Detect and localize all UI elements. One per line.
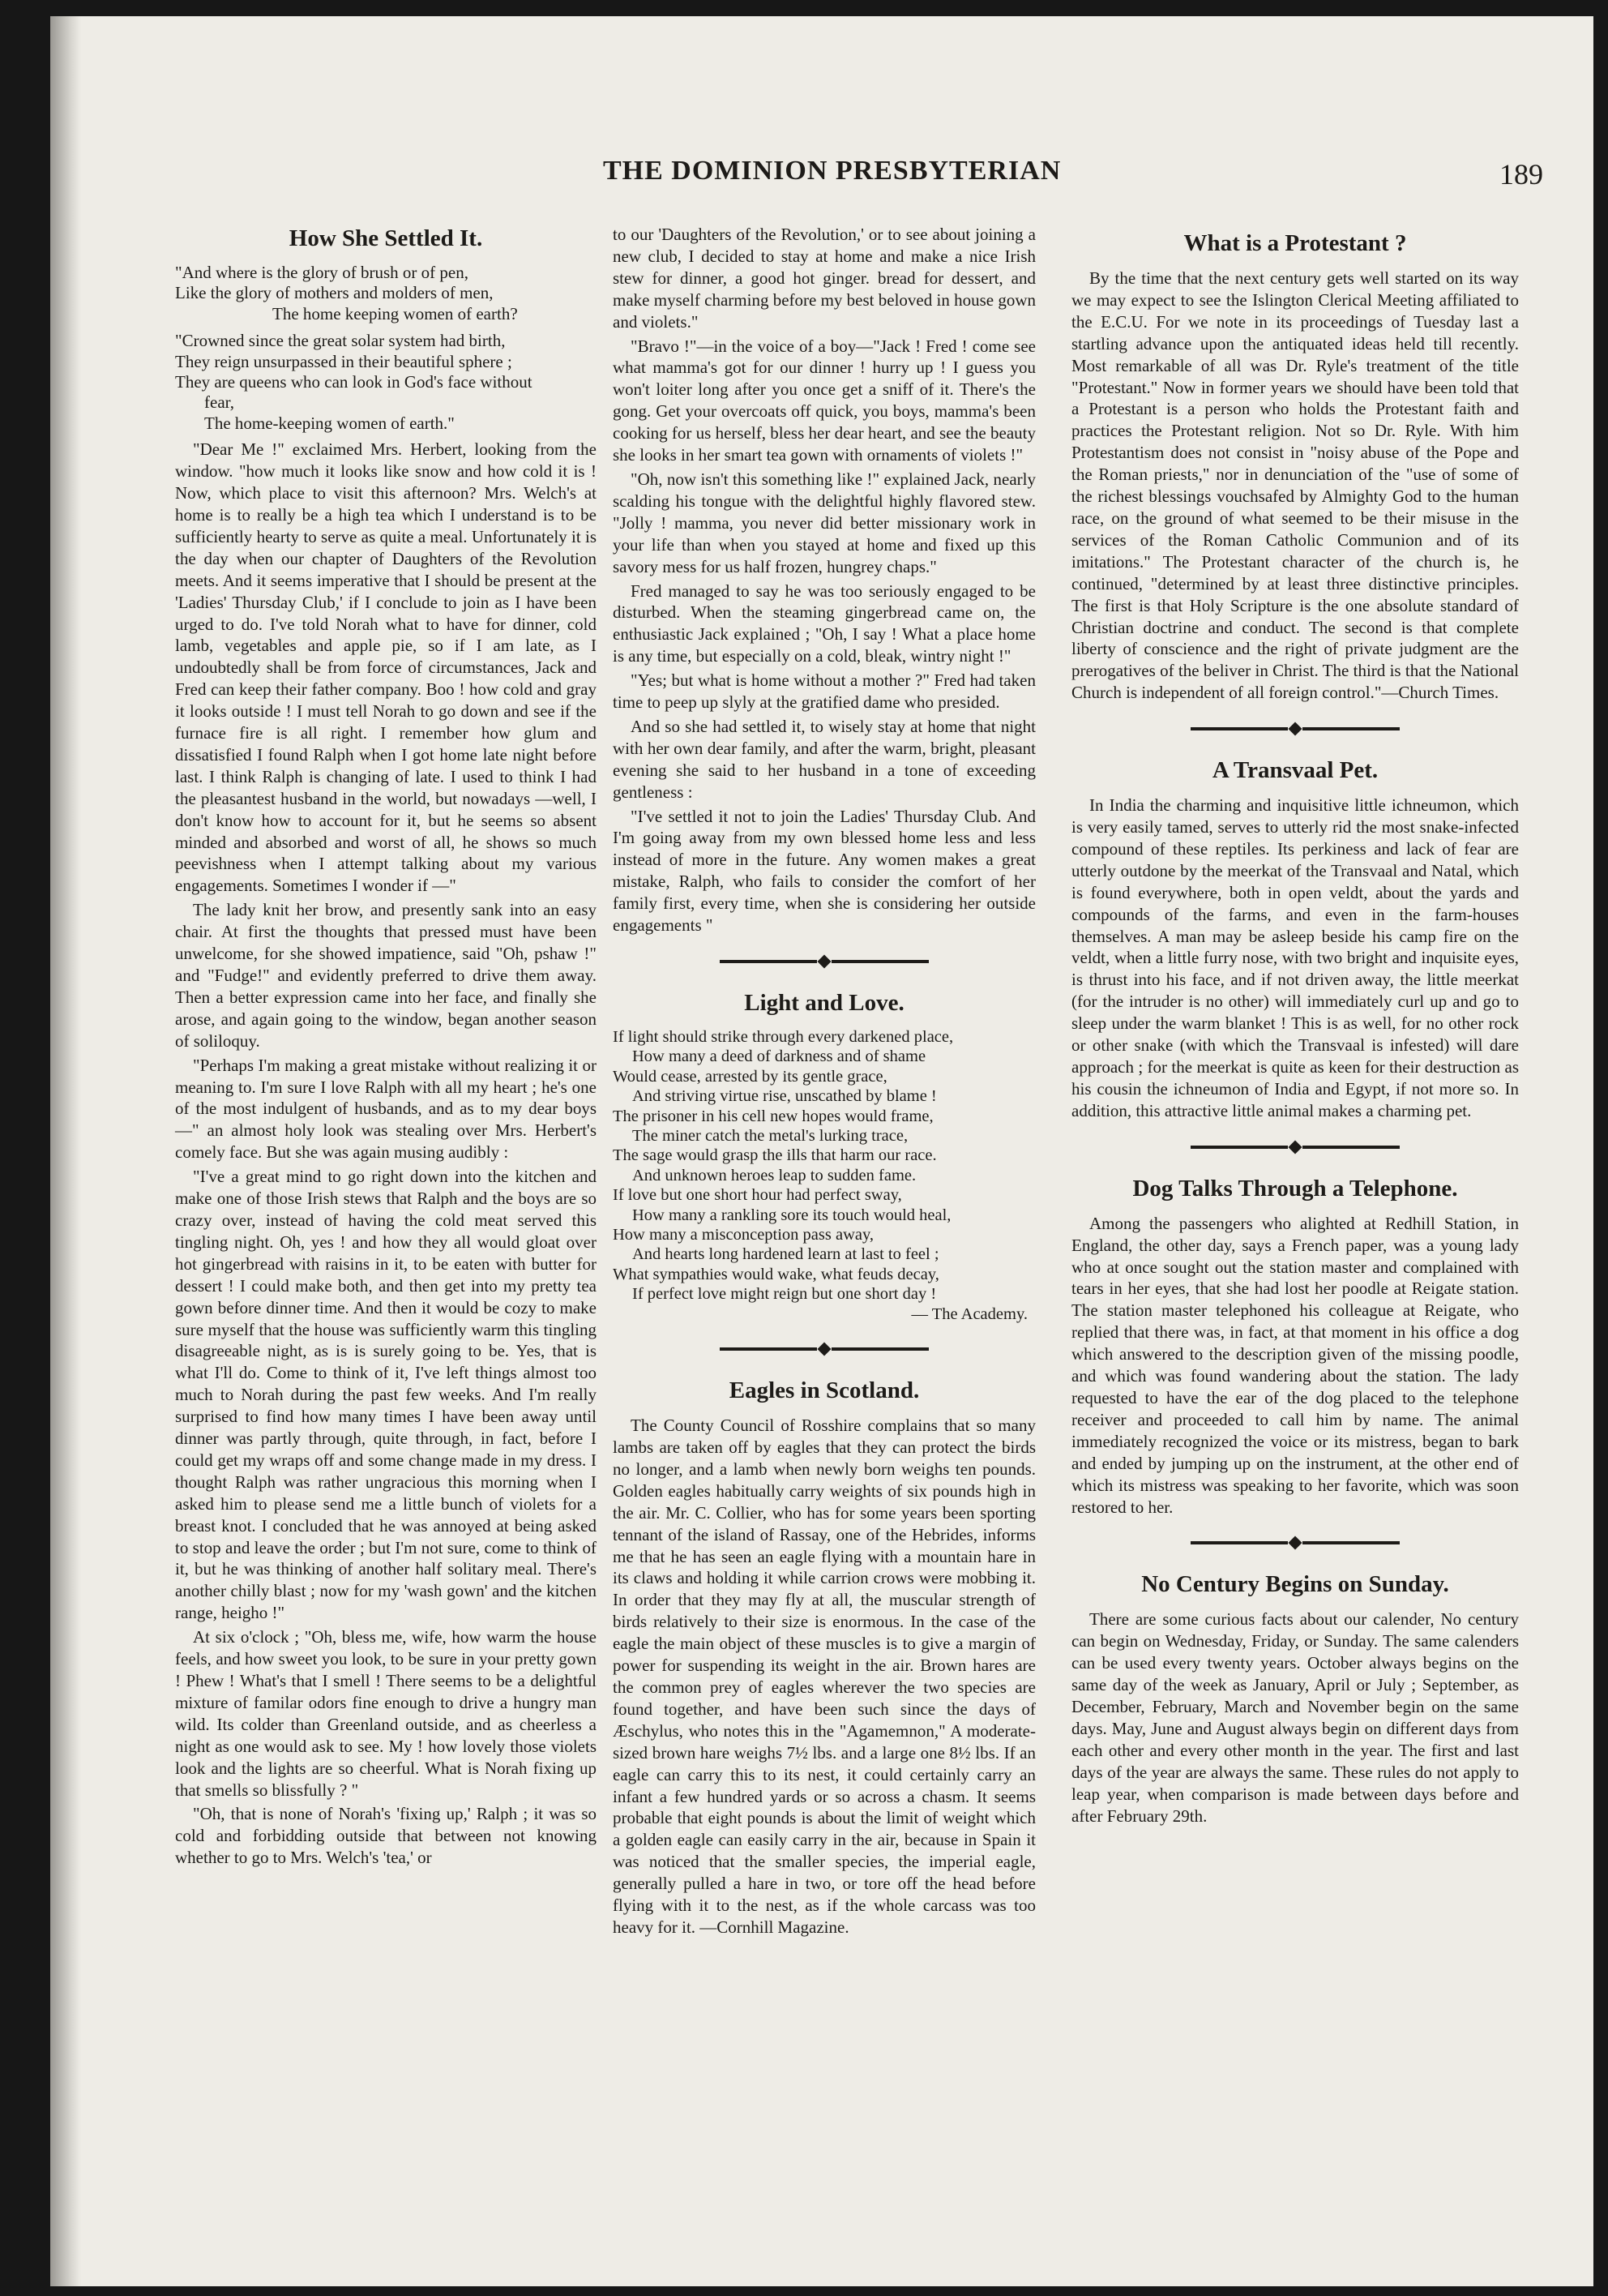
verse-line: The miner catch the metal's lurking trace, (632, 1127, 909, 1146)
page-header (603, 156, 1543, 195)
column-2 (613, 224, 1036, 1938)
opening-poem (175, 263, 597, 434)
paragraph: The lady knit her brow, and presently sank into an easy chair. At first the thoughts that pressed must have been unwelcome, for she showed impatience, said "Oh, pshaw !" and "Fudge!" and evidently preferred to drive them away. Then a better expression came into her face, and finally she arose, and again going to the window, began another season of soliloquy. (175, 900, 597, 1051)
poem-line: "Crowned since the great solar system had birth, (175, 331, 506, 351)
verse-line: How many a rankling sore its touch would heal, (632, 1206, 952, 1224)
poem-line: The home-keeping women of earth." (204, 413, 455, 433)
column-3 (1071, 229, 1519, 1827)
article-title-dog-talks-through-a-telephone: Dog Talks Through a Telephone. (1132, 1175, 1458, 1202)
article-title-what-is-a-protestant: What is a Protestant ? (1183, 230, 1407, 256)
verse-line: And hearts long hardened learn at last to feel ; (632, 1245, 939, 1264)
paragraph: The County Council of Rosshire complains that so many lambs are taken off by eagles that they can protect the birds no longer, and a lamb when newly born weighs ten pounds. Golden eagles habitually carry weights of six pounds high in the air. Mr. C. Collier, who has for some years been sporting tennant of the island of Rassay, one of the Hebrides, informs me that he has seen an eagle flying with a mountain hare in its claws and holding it while carrion crows were mobbing it. In order that they may fly at all, the muscular strength of birds relatively to their size is enormous. In the case of the eagle the main object of these muscles is to give a margin of power for suspending its weight in the air. Brown hares are the common prey of eagles wherever the two species are found together, and have been such since the days of Æschylus, who notes this in the "Agamemnon," A moderate-sized brown hare weighs 7½ lbs. and a large one 8½ lbs. If an eagle can carry this to its nest, it could certainly carry an infant a few hundred yards or so across a chasm. It seems probable that eight pounds is about the limit of weight which a golden eagle can easily carry in the air, because in Spain it was noticed that the smaller species, the imperial eagle, generally pulled a hare in two, or tore off the head before flying with it to the nest, as if the whole carcass was too heavy for it. —Cornhill Magazine. (613, 1416, 1036, 1937)
paragraph: Fred managed to say he was too seriously engaged to be disturbed. When the steaming gingerbread came on, the enthusiastic Jack explained ; "Oh, I say ! What a place home is any time, but especially on a cold, bleak, wintry night !" (613, 580, 1036, 666)
poem-line: They are queens who can look in God's face without (175, 372, 532, 392)
paragraph: "Perhaps I'm making a great mistake without realizing it or meaning to. I'm sure I love Ralph with all my heart ; he's one of the most indulgent of husbands, and as to my dear boys —" an almost holy look was stealing over Mrs. Herbert's comely face. But she was again musing audibly : (175, 1055, 597, 1163)
section-divider (613, 1340, 1036, 1358)
paragraph: In India the charming and inquisitive little ichneumon, which is very easily tamed, serves to utterly rid the most snake-infected compound of these reptiles. Its perkiness and lack of fear are utterly outdone by the meerkat of the Transvaal and Natal, which is found everywhere, both in open veldt, about the yards and compounds of the farms, and even in the farm-houses themselves. A man may be asleep beside his camp fire on the veldt, when a little furry nose, with two bright and inquisite eyes, is thrust into his face, and if not driven away, the little meerkat (for the intruder is no other) will immediately curl up and go to sleep under the warm blanket ! This is as well, for no other rock or other snake (with which the Transvaal is infested) will dare approach ; for the meerkat is quite as keen for their destruction as his cousin the ichneumon of India and Egypt, if not more so. In addition, this attractive little animal makes a charming pet. (1071, 795, 1519, 1120)
newspaper-page (50, 16, 1593, 2286)
article-title-eagles-in-scotland: Eagles in Scotland. (729, 1377, 920, 1404)
article-title-how-she-settled-it: How She Settled It. (289, 225, 483, 251)
verse-line: And unknown heroes leap to sudden fame. (632, 1166, 917, 1184)
article-title-a-transvaal-pet: A Transvaal Pet. (1212, 757, 1379, 784)
article-title-light-and-love: Light and Love. (744, 990, 904, 1016)
verse-line: If love but one short hour had perfect sway, (613, 1186, 902, 1205)
poem-line: They reign unsurpassed in their beautiful sphere ; (175, 351, 512, 371)
paragraph: "Oh, that is none of Norah's 'fixing up,' Ralph ; it was so cold and forbidding outside that between not knowing whether to go to Mrs. Welch's 'tea,' or (175, 1804, 597, 1868)
poem-line: "And where is the glory of brush or of pen, (175, 263, 468, 282)
section-divider (1071, 720, 1519, 738)
poem-line: fear, (204, 392, 235, 413)
page-number: 189 (1499, 158, 1543, 191)
verse-line: And striving virtue rise, unscathed by blame ! (632, 1087, 937, 1106)
publication-title: THE DOMINION PRESBYTERIAN (603, 156, 1062, 186)
section-divider (1071, 1138, 1519, 1156)
section-divider (613, 953, 1036, 970)
light-and-love-poem (613, 1027, 1036, 1324)
verse-line: What sympathies would wake, what feuds decay, (613, 1265, 939, 1283)
paragraph: By the time that the next century gets well started on its way we may expect to see the Islington Clerical Meeting affiliated to the E.C.U. For we note in its proceedings of Tuesday last a startling advance upon the antiquated ideas held till recently. Most remarkable of all was Dr. Ryle's treatment of the title "Protestant." Now in former years we should have been told that a Protestant is a person who holds the Protestant faith and practices the Protestant religion. Not so Dr. Ryle. With him Protestantism does not consist in "noisy abuse of the Pope and the Roman priests," nor in denunciation of the "use of some of the richest blessings vouchsafed by Almighty God to the human race, on the ground of what seemed to be their misuse in the services of the Roman Catholic Communion and of its imitations." The Protestant character of the church is, he continued, "determined by at least three distinctive principles. The first is that Holy Scripture is the one absolute standard of Christian doctrine and conduct. The second is that complete liberty of conscience and the right of private judgment are the prerogatives of the beliver in Christ. The third is that the National Church is independent of all foreign control."—Church Times. (1071, 268, 1519, 703)
verse-line: The sage would grasp the ills that harm our race. (613, 1146, 937, 1165)
poem-line: Like the glory of mothers and molders of men, (175, 283, 494, 303)
paragraph: "I've a great mind to go right down into the kitchen and make one of those Irish stews that Ralph and the boys are so crazy over, instead of having the cold meat served this tingling night. Oh, yes ! and how they all would gloat over hot gingerbread with raisins in it, to be eaten with butter for dessert ! I could make both, and then get into my pretty tea gown before dinner time. And then it would be cozy to make sure myself that the house was sufficiently warm this tingling disagreeable night, as is is surely going to be. Yes, that is what I'll do. Come to think of it, I've left things almost too much to Norah during the past few weeks. And I'm really surprised to find how many times I have been away until dinner was partly through, quite through, in fact, before I could get my wraps off and some change made in my dress. I thought Ralph was rather ungracious this morning when I asked him to please send me a little bunch of violets for a breast knot. I concluded that he was annoyed at being asked to stop and leave the order ; but I'm not sure, come to think of it, but he was thinking of another half solitary meal. There's another chilly blast ; now for my 'wash gown' and the kitchen range, heigho !" (175, 1167, 597, 1623)
column-1 (175, 224, 597, 1869)
paragraph: "Dear Me !" exclaimed Mrs. Herbert, looking from the window. "how much it looks like snow and how cold it is ! Now, which place to visit this afternoon? Mrs. Welch's at home is to really be a high tea which I understand is to be sufficiently hearty to serve as quite a meal. Unfortunately it is the day when our chapter of Daughters of the Revolution meets. And it seems imperative that I should be present at the 'Ladies' Thursday Club,' if I conclude to join as I have been urged to do. I've told Norah what to have for dinner, cold lamb, vegetables and apple pie, so if I am late, as I undoubtedly shall be from force of circumstances, Jack and Fred can keep their father company. Boo ! how cold and gray it looks outside ! I must tell Norah to go down and see if the furnace fire is all right. I remember how glum and dissatisfied I found Ralph when I got home late night before last. I think Ralph is changing of late. I used to think I had the pleasantest husband in the world, but nowadays —well, I don't know how to account for it, but he seems so absent minded and absorbed and worst of all, he shows so much peevishness when I attempt talking about my various engagements. Sometimes I wonder if —" (175, 439, 597, 896)
paragraph: And so she had settled it, to wisely stay at home that night with her own dear family, and after the warm, bright, pleasant evening she said to her husband in a tone of exceeding gentleness : (613, 716, 1036, 802)
verse-line: The prisoner in his cell new hopes would frame, (613, 1107, 934, 1125)
poem-line: The home keeping women of earth? (272, 303, 518, 323)
verse-line: Would cease, arrested by its gentle grace, (613, 1067, 887, 1086)
paragraph: Among the passengers who alighted at Redhill Station, in England, the other day, says a French paper, was a young lady who at once sought out the station master and complained with tears in her eyes, that she had lost her poodle at Reigate station. The station master telephoned his colleague at Reigate, who replied that there was, in fact, at that moment in his office a dog which answered to the description given of the missing poodle, and which was found wandering about the station. The lady requested to have the ear of the dog placed to the telephone receiver and proceeded to call him by name. The animal immediately recognized the voice or its mistress, began to bark and ended by jumping up on the instrument, at the other end of which its mistress was speaking to her favorite, which was soon restored to her. (1071, 1213, 1519, 1517)
paragraph: "I've settled it not to join the Ladies' Thursday Club. And I'm going away from my own blessed home less and less instead of more in the future. Any women makes a great mistake, Ralph, who fails to consider the comfort of her family first, every time, when she is considering her outside engagements " (613, 806, 1036, 936)
page-binding-shadow (50, 16, 81, 2286)
article-title-no-century-begins-on-sunday: No Century Begins on Sunday. (1141, 1571, 1449, 1598)
section-divider (1071, 1534, 1519, 1552)
verse-line: If perfect love might reign but one short day ! (632, 1285, 937, 1304)
verse-line: How many a misconception pass away, (613, 1226, 875, 1244)
verse-line: If light should strike through every darkened place, (613, 1028, 954, 1046)
paragraph: "Bravo !"—in the voice of a boy—"Jack ! Fred ! come see what mamma's got for our dinner ! hurry up ! I guess you won't loiter long after you once get a sniff of it. There's the gong. Get your overcoats off quick, you boys, mamma's been cooking for us herself, bless her dear heart, and see the beauty she looks in her smart tea gown with ornaments of violets !" (613, 336, 1036, 465)
paragraph: There are some curious facts about our calender, No century can begin on Wednesday, Friday, or Sunday. The same calenders can be used every twenty years. October always begins on the same day of the week as January, April or July ; September, as December, February, March and November begin on the same days. May, June and August always begin on different days from each other and every other month in the year. The first and last days of the year are always the same. These rules do not apply to leap year, when comparison is made between days before and after February 29th. (1071, 1609, 1519, 1826)
paragraph: "Oh, now isn't this something like !" explained Jack, nearly scalding his tongue with the delightful highly flavored stew. "Jolly ! mamma, you never did better missionary work in your life than when you stayed at home and fixed up this savory mess for us half frozen, hungrey chaps." (613, 469, 1036, 576)
paragraph: At six o'clock ; "Oh, bless me, wife, how warm the house feels, and how sweet you look, to be sure in your pretty gown ! Phew ! What's that I smell ! There seems to be a delightful mixture of familar odors fine enough to drive a hungry man wild. Its colder than Greenland outside, and as cheerless a night as one would ask to see. My ! how lovely those violets look and the lights are so cheerful. What is Norah fixing up that smells so blissfully ? " (175, 1627, 597, 1800)
verse-source: — The Academy. (911, 1304, 1028, 1323)
paragraph: to our 'Daughters of the Revolution,' or to see about joining a new club, I decided to stay at home and make a nice Irish stew for dinner, a good hot ginger. bread for dessert, and make myself charming before my best beloved in house gown and violets." (613, 225, 1036, 332)
verse-line: How many a deed of darkness and of shame (632, 1047, 926, 1066)
paragraph: "Yes; but what is home without a mother ?" Fred had taken time to peep up slyly at the gratified dame who presided. (613, 670, 1036, 713)
